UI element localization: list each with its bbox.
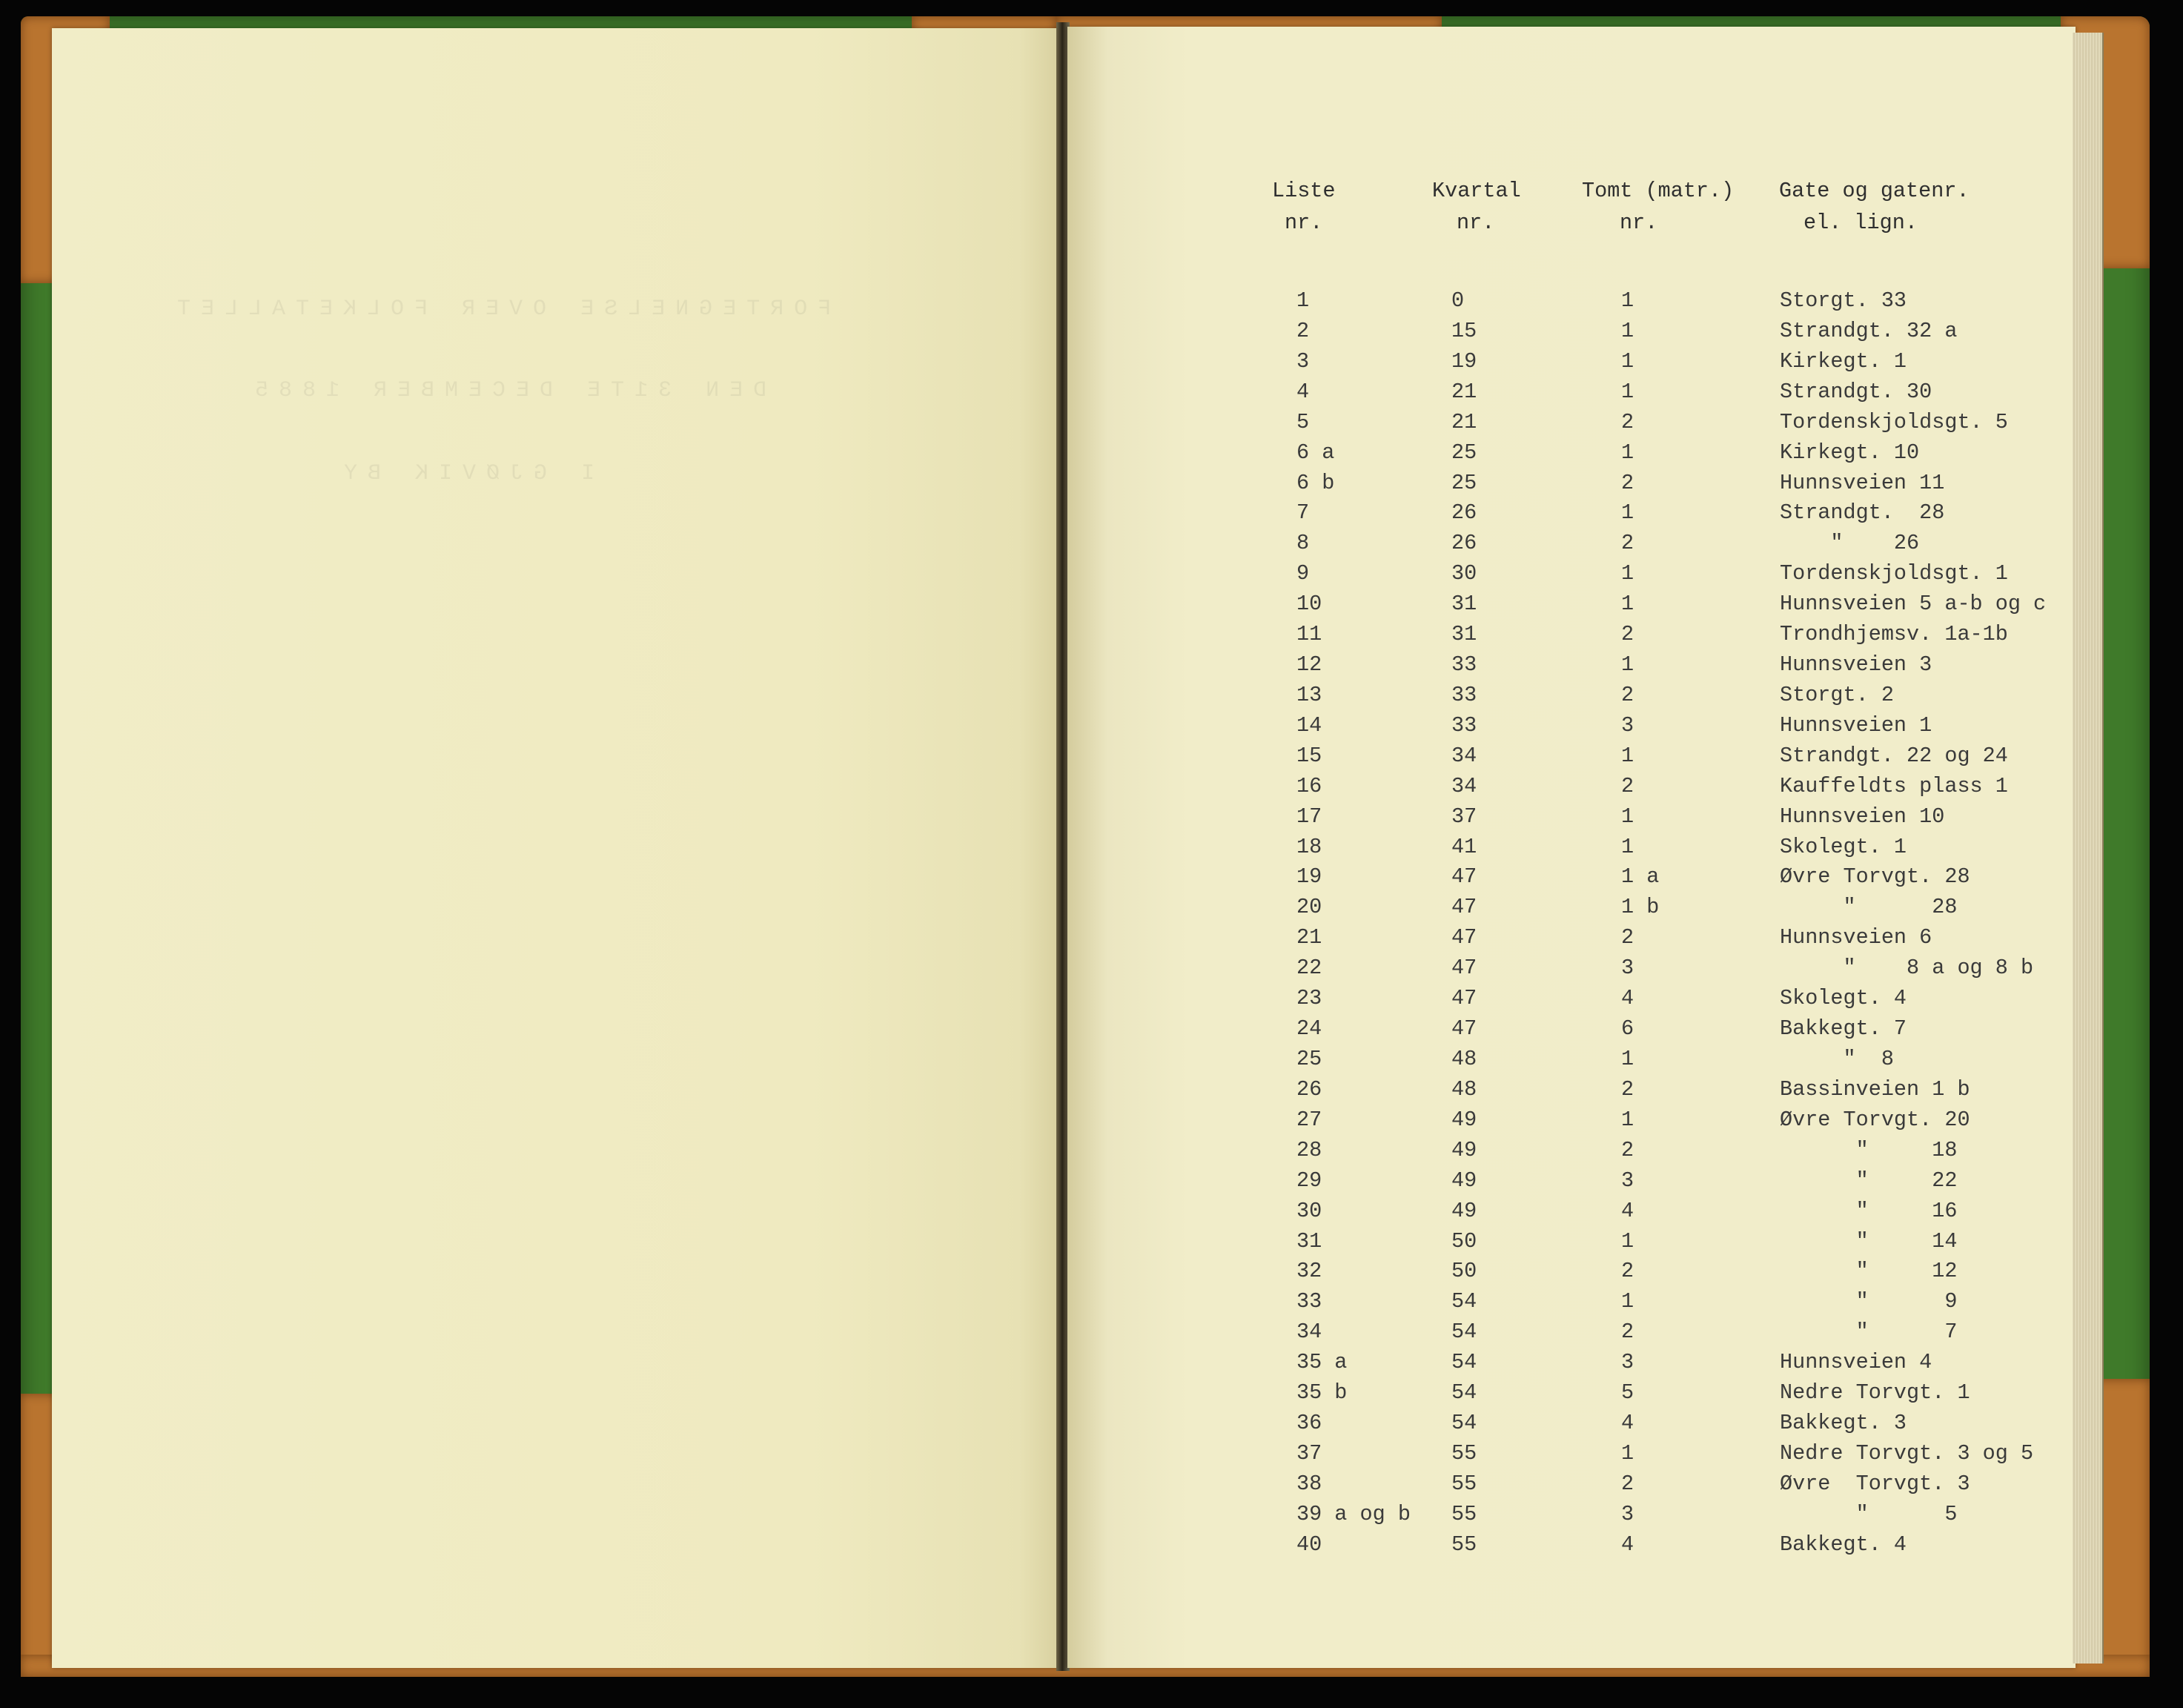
bleed-through-text-line-3: I GJØVIK BY xyxy=(334,461,595,486)
cell-kvartal: 34 xyxy=(1451,774,1477,798)
cell-kvartal: 48 xyxy=(1451,1077,1477,1102)
cell-liste: 6 b xyxy=(1296,471,1335,495)
cell-gate: Tordenskjoldsgt. 5 xyxy=(1780,410,2008,434)
cell-kvartal: 33 xyxy=(1451,713,1477,738)
cell-liste: 29 xyxy=(1296,1168,1322,1193)
cell-liste: 1 xyxy=(1296,288,1310,313)
cell-tomt: 1 xyxy=(1621,804,1634,829)
cell-liste: 39 a og b xyxy=(1296,1502,1411,1526)
cell-tomt: 1 xyxy=(1621,1441,1634,1466)
cell-tomt: 4 xyxy=(1621,986,1634,1010)
cell-gate: " 5 xyxy=(1780,1502,1958,1526)
cell-kvartal: 54 xyxy=(1451,1320,1477,1344)
cell-gate: Bakkegt. 7 xyxy=(1780,1016,1907,1041)
header-gate-line2: el. lign. xyxy=(1803,211,1918,235)
cell-gate: Strandgt. 30 xyxy=(1780,380,1932,404)
cell-liste: 2 xyxy=(1296,319,1310,343)
cell-gate: Skolegt. 4 xyxy=(1780,986,1907,1010)
cell-liste: 28 xyxy=(1296,1138,1322,1162)
cell-tomt: 1 a xyxy=(1621,864,1660,889)
cell-gate: Hunnsveien 1 xyxy=(1780,713,1932,738)
page-edges xyxy=(2073,33,2104,1664)
header-tomt-line2: nr. xyxy=(1620,211,1658,235)
cell-tomt: 1 xyxy=(1621,440,1634,465)
cell-tomt: 1 xyxy=(1621,652,1634,677)
cell-liste: 18 xyxy=(1296,835,1322,859)
cell-gate: Bakkegt. 3 xyxy=(1780,1411,1907,1435)
cell-gate: Kauffeldts plass 1 xyxy=(1780,774,2008,798)
cell-gate: Tordenskjoldsgt. 1 xyxy=(1780,561,2008,586)
cell-gate: " 12 xyxy=(1780,1259,1958,1283)
cell-kvartal: 21 xyxy=(1451,410,1477,434)
header-gate-line1: Gate og gatenr. xyxy=(1779,179,1970,203)
cell-kvartal: 15 xyxy=(1451,319,1477,343)
cell-kvartal: 21 xyxy=(1451,380,1477,404)
cell-kvartal: 47 xyxy=(1451,956,1477,980)
cell-gate: Hunnsveien 3 xyxy=(1780,652,1932,677)
cell-tomt: 1 xyxy=(1621,1047,1634,1071)
cell-gate: " 14 xyxy=(1780,1229,1958,1254)
cell-gate: " 18 xyxy=(1780,1138,1958,1162)
cell-liste: 33 xyxy=(1296,1289,1322,1314)
cell-kvartal: 30 xyxy=(1451,561,1477,586)
cell-kvartal: 55 xyxy=(1451,1472,1477,1496)
cell-gate: Nedre Torvgt. 1 xyxy=(1780,1380,1970,1405)
cell-gate: Strandgt. 22 og 24 xyxy=(1780,744,2008,768)
header-tomt-line1: Tomt (matr.) xyxy=(1582,179,1735,203)
cell-kvartal: 47 xyxy=(1451,986,1477,1010)
cell-gate: " 9 xyxy=(1780,1289,1958,1314)
cell-tomt: 1 xyxy=(1621,1108,1634,1132)
cell-tomt: 2 xyxy=(1621,1472,1634,1496)
cell-liste: 21 xyxy=(1296,925,1322,950)
cell-tomt: 3 xyxy=(1621,956,1634,980)
cell-tomt: 2 xyxy=(1621,774,1634,798)
cell-gate: Kirkegt. 10 xyxy=(1780,440,1920,465)
cell-liste: 17 xyxy=(1296,804,1322,829)
cell-kvartal: 54 xyxy=(1451,1380,1477,1405)
cell-tomt: 2 xyxy=(1621,925,1634,950)
cell-kvartal: 50 xyxy=(1451,1229,1477,1254)
cell-liste: 14 xyxy=(1296,713,1322,738)
cell-tomt: 4 xyxy=(1621,1411,1634,1435)
cell-gate: Hunnsveien 11 xyxy=(1780,471,1945,495)
cell-tomt: 1 xyxy=(1621,744,1634,768)
cell-tomt: 1 xyxy=(1621,349,1634,374)
cell-liste: 4 xyxy=(1296,380,1310,404)
cell-liste: 12 xyxy=(1296,652,1322,677)
header-kvartal-line1: Kvartal xyxy=(1432,179,1521,203)
bleed-through-text-line-2: DEN 31TE DECEMBER 1885 xyxy=(245,378,767,403)
cell-kvartal: 49 xyxy=(1451,1138,1477,1162)
cell-kvartal: 31 xyxy=(1451,622,1477,646)
cell-tomt: 1 xyxy=(1621,592,1634,616)
cell-kvartal: 54 xyxy=(1451,1350,1477,1374)
cell-tomt: 1 b xyxy=(1621,895,1660,919)
cell-liste: 10 xyxy=(1296,592,1322,616)
cell-tomt: 3 xyxy=(1621,1502,1634,1526)
cell-kvartal: 25 xyxy=(1451,440,1477,465)
cell-liste: 22 xyxy=(1296,956,1322,980)
cell-kvartal: 0 xyxy=(1451,288,1465,313)
right-page xyxy=(1067,27,2076,1668)
cell-tomt: 1 xyxy=(1621,835,1634,859)
cell-tomt: 2 xyxy=(1621,410,1634,434)
cell-liste: 11 xyxy=(1296,622,1322,646)
cell-gate: Øvre Torvgt. 20 xyxy=(1780,1108,1970,1132)
cell-kvartal: 49 xyxy=(1451,1199,1477,1223)
cell-liste: 9 xyxy=(1296,561,1310,586)
cell-liste: 13 xyxy=(1296,683,1322,707)
cell-gate: " 26 xyxy=(1780,531,1920,555)
cell-liste: 40 xyxy=(1296,1532,1322,1557)
cell-liste: 16 xyxy=(1296,774,1322,798)
cell-kvartal: 47 xyxy=(1451,895,1477,919)
cell-gate: Øvre Torvgt. 28 xyxy=(1780,864,1970,889)
header-liste-line1: Liste xyxy=(1272,179,1336,203)
cell-tomt: 6 xyxy=(1621,1016,1634,1041)
cell-gate: Storgt. 2 xyxy=(1780,683,1894,707)
left-page xyxy=(52,28,1060,1668)
cell-gate: Hunnsveien 5 a-b og c xyxy=(1780,592,2047,616)
cell-gate: Hunnsveien 10 xyxy=(1780,804,1945,829)
cell-liste: 6 a xyxy=(1296,440,1335,465)
header-kvartal-line2: nr. xyxy=(1457,211,1495,235)
cell-tomt: 1 xyxy=(1621,380,1634,404)
cell-liste: 7 xyxy=(1296,500,1310,525)
cell-liste: 20 xyxy=(1296,895,1322,919)
cell-kvartal: 33 xyxy=(1451,652,1477,677)
cell-kvartal: 47 xyxy=(1451,1016,1477,1041)
cell-gate: Øvre Torvgt. 3 xyxy=(1780,1472,1970,1496)
cell-kvartal: 34 xyxy=(1451,744,1477,768)
cell-tomt: 1 xyxy=(1621,1229,1634,1254)
cell-kvartal: 47 xyxy=(1451,925,1477,950)
cell-gate: Nedre Torvgt. 3 og 5 xyxy=(1780,1441,2034,1466)
cell-liste: 32 xyxy=(1296,1259,1322,1283)
cell-gate: " 7 xyxy=(1780,1320,1958,1344)
cell-gate: " 8 xyxy=(1780,1047,1894,1071)
cell-liste: 19 xyxy=(1296,864,1322,889)
cell-liste: 26 xyxy=(1296,1077,1322,1102)
cell-kvartal: 54 xyxy=(1451,1411,1477,1435)
cell-kvartal: 47 xyxy=(1451,864,1477,889)
cell-kvartal: 50 xyxy=(1451,1259,1477,1283)
cell-tomt: 1 xyxy=(1621,319,1634,343)
cell-tomt: 3 xyxy=(1621,1350,1634,1374)
cell-gate: " 28 xyxy=(1780,895,1958,919)
cell-gate: Storgt. 33 xyxy=(1780,288,1907,313)
cell-kvartal: 26 xyxy=(1451,531,1477,555)
cell-kvartal: 49 xyxy=(1451,1168,1477,1193)
cell-tomt: 4 xyxy=(1621,1199,1634,1223)
cell-liste: 3 xyxy=(1296,349,1310,374)
cell-liste: 37 xyxy=(1296,1441,1322,1466)
cell-kvartal: 54 xyxy=(1451,1289,1477,1314)
cell-kvartal: 33 xyxy=(1451,683,1477,707)
cell-gate: Bassinveien 1 b xyxy=(1780,1077,1970,1102)
cell-gate: Trondhjemsv. 1a-1b xyxy=(1780,622,2008,646)
cell-tomt: 2 xyxy=(1621,622,1634,646)
cell-kvartal: 55 xyxy=(1451,1532,1477,1557)
cell-gate: Hunnsveien 6 xyxy=(1780,925,1932,950)
cell-gate: " 8 a og 8 b xyxy=(1780,956,2034,980)
cell-tomt: 2 xyxy=(1621,683,1634,707)
cell-gate: Bakkegt. 4 xyxy=(1780,1532,1907,1557)
cell-kvartal: 25 xyxy=(1451,471,1477,495)
cell-tomt: 1 xyxy=(1621,1289,1634,1314)
cell-tomt: 4 xyxy=(1621,1532,1634,1557)
cell-tomt: 2 xyxy=(1621,471,1634,495)
cell-liste: 25 xyxy=(1296,1047,1322,1071)
cell-tomt: 2 xyxy=(1621,1320,1634,1344)
cell-kvartal: 48 xyxy=(1451,1047,1477,1071)
cell-liste: 38 xyxy=(1296,1472,1322,1496)
cell-liste: 30 xyxy=(1296,1199,1322,1223)
bleed-through-text-line-1: FORTEGNELSE OVER FOLKETALLET xyxy=(167,297,832,322)
cell-tomt: 1 xyxy=(1621,561,1634,586)
cell-gate: Strandgt. 32 a xyxy=(1780,319,1958,343)
cell-gate: Hunnsveien 4 xyxy=(1780,1350,1932,1374)
cell-kvartal: 37 xyxy=(1451,804,1477,829)
cell-tomt: 3 xyxy=(1621,713,1634,738)
cell-tomt: 2 xyxy=(1621,531,1634,555)
cell-gate: Kirkegt. 1 xyxy=(1780,349,1907,374)
cell-kvartal: 55 xyxy=(1451,1502,1477,1526)
cell-tomt: 2 xyxy=(1621,1138,1634,1162)
cell-liste: 27 xyxy=(1296,1108,1322,1132)
cell-tomt: 3 xyxy=(1621,1168,1634,1193)
cell-kvartal: 41 xyxy=(1451,835,1477,859)
cell-tomt: 1 xyxy=(1621,500,1634,525)
cell-kvartal: 49 xyxy=(1451,1108,1477,1132)
cell-liste: 23 xyxy=(1296,986,1322,1010)
cell-tomt: 2 xyxy=(1621,1259,1634,1283)
cell-liste: 8 xyxy=(1296,531,1310,555)
cell-liste: 24 xyxy=(1296,1016,1322,1041)
header-liste-line2: nr. xyxy=(1285,211,1323,235)
cell-liste: 31 xyxy=(1296,1229,1322,1254)
cell-tomt: 2 xyxy=(1621,1077,1634,1102)
cell-liste: 36 xyxy=(1296,1411,1322,1435)
cell-liste: 34 xyxy=(1296,1320,1322,1344)
cell-kvartal: 31 xyxy=(1451,592,1477,616)
cell-kvartal: 55 xyxy=(1451,1441,1477,1466)
cell-gate: Strandgt. 28 xyxy=(1780,500,1945,525)
cell-gate: " 22 xyxy=(1780,1168,1958,1193)
cell-tomt: 5 xyxy=(1621,1380,1634,1405)
cell-liste: 35 b xyxy=(1296,1380,1348,1405)
cell-kvartal: 26 xyxy=(1451,500,1477,525)
cell-liste: 5 xyxy=(1296,410,1310,434)
cell-gate: Skolegt. 1 xyxy=(1780,835,1907,859)
cell-gate: " 16 xyxy=(1780,1199,1958,1223)
cell-kvartal: 19 xyxy=(1451,349,1477,374)
cell-liste: 35 a xyxy=(1296,1350,1348,1374)
cell-tomt: 1 xyxy=(1621,288,1634,313)
cell-liste: 15 xyxy=(1296,744,1322,768)
